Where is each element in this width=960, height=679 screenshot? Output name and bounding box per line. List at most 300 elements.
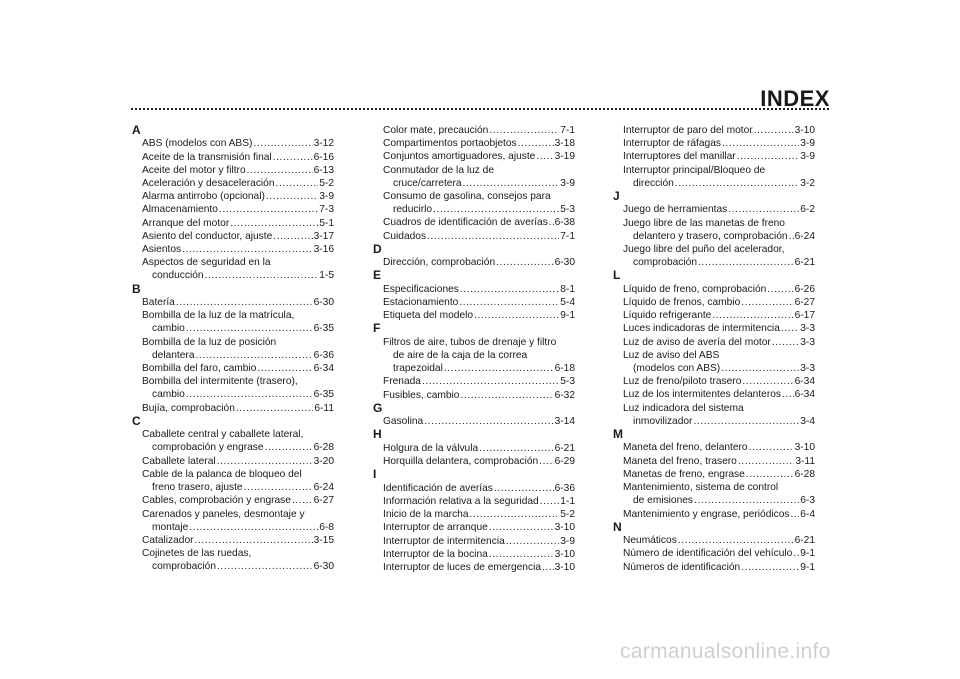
dot-leader bbox=[721, 362, 799, 375]
index-column-1 bbox=[132, 124, 334, 574]
index-entry[interactable] bbox=[132, 309, 334, 335]
page-number[interactable]: 6-34 bbox=[313, 363, 334, 375]
page-number[interactable]: 6-26 bbox=[794, 283, 815, 295]
page-number[interactable]: 5-2 bbox=[560, 509, 575, 521]
index-entry[interactable] bbox=[132, 217, 334, 230]
index-entry[interactable] bbox=[132, 177, 334, 190]
entry-text: Neumáticos bbox=[623, 535, 677, 547]
page-number[interactable]: 5-2 bbox=[319, 178, 334, 190]
dot-leader bbox=[460, 283, 559, 296]
dot-leader bbox=[489, 124, 559, 137]
dot-leader bbox=[518, 137, 554, 150]
entry-text: Luz indicadora del sistema bbox=[623, 402, 744, 414]
index-entry[interactable] bbox=[132, 362, 334, 375]
page-number[interactable]: 3-9 bbox=[560, 535, 575, 547]
index-entry[interactable] bbox=[613, 283, 815, 296]
entry-text: Conmutador de la luz de bbox=[383, 164, 494, 176]
page-number[interactable]: 6-35 bbox=[313, 389, 334, 401]
entry-text: Bombilla del intermitente (trasero), bbox=[142, 376, 298, 388]
dot-leader bbox=[273, 230, 312, 243]
entry-text: freno trasero, ajuste bbox=[152, 482, 243, 494]
index-entry[interactable] bbox=[373, 455, 575, 468]
page-number[interactable]: 5-4 bbox=[560, 297, 575, 309]
index-column-2 bbox=[373, 124, 575, 574]
entry-text: Luz de los intermitentes delanteros bbox=[623, 389, 781, 401]
index-entry[interactable] bbox=[613, 375, 815, 388]
page-number[interactable]: 3-12 bbox=[313, 138, 334, 150]
index-entry[interactable] bbox=[132, 494, 334, 507]
dot-leader bbox=[265, 441, 313, 454]
dot-leader bbox=[489, 521, 554, 534]
page-number[interactable]: 3-3 bbox=[800, 323, 815, 335]
page-number[interactable]: 5-3 bbox=[560, 204, 575, 216]
index-entry[interactable] bbox=[613, 124, 815, 137]
dot-leader bbox=[694, 494, 799, 507]
entry-text: Aspectos de seguridad en la bbox=[142, 257, 271, 269]
dot-leader bbox=[675, 177, 799, 190]
dot-leader bbox=[230, 217, 318, 230]
dot-leader bbox=[793, 547, 799, 560]
entry-text: Líquido de freno, comprobación bbox=[623, 283, 767, 295]
page-number[interactable]: 6-27 bbox=[794, 297, 815, 309]
entry-text: delantera bbox=[152, 349, 195, 361]
index-entry[interactable] bbox=[132, 296, 334, 309]
section-letter: G bbox=[373, 400, 383, 415]
dot-leader bbox=[746, 468, 794, 481]
entry-text: comprobación bbox=[633, 257, 697, 269]
entry-text: Dirección, comprobación bbox=[383, 257, 496, 269]
entry-text: delantero y trasero, comprobación bbox=[633, 230, 788, 242]
index-entry[interactable] bbox=[613, 322, 815, 335]
page-number[interactable]: 6-29 bbox=[554, 456, 575, 468]
dot-leader bbox=[219, 203, 318, 216]
page-number[interactable]: 6-36 bbox=[554, 482, 575, 494]
dot-leader bbox=[176, 296, 313, 309]
entry-text: Interruptor de ráfagas bbox=[623, 138, 721, 150]
index-entry[interactable] bbox=[373, 442, 575, 455]
index-entry[interactable] bbox=[613, 402, 815, 428]
index-entry[interactable] bbox=[613, 336, 815, 349]
dot-leader bbox=[722, 137, 799, 150]
index-entry[interactable] bbox=[132, 468, 334, 494]
dot-leader bbox=[536, 150, 553, 163]
entry-text: Interruptor de paro del motor bbox=[623, 125, 753, 136]
dot-leader bbox=[767, 283, 793, 296]
dot-leader bbox=[549, 216, 554, 229]
dot-leader bbox=[459, 296, 559, 309]
entry-text: cambio bbox=[152, 389, 185, 401]
page-number[interactable]: 3-16 bbox=[313, 244, 334, 256]
entry-text: reducirlo bbox=[393, 204, 433, 216]
dot-leader bbox=[427, 230, 559, 243]
dot-leader bbox=[470, 508, 560, 521]
page-number[interactable]: 3-11 bbox=[795, 455, 815, 467]
entry-text: Gasolina bbox=[383, 416, 424, 428]
page-number[interactable]: 8-1 bbox=[560, 283, 575, 295]
index-entry[interactable] bbox=[132, 230, 334, 243]
entry-text: comprobación y engrase bbox=[152, 442, 264, 454]
dot-leader bbox=[698, 256, 794, 269]
index-entry[interactable] bbox=[373, 190, 575, 216]
page-number[interactable]: 3-10 bbox=[794, 125, 815, 136]
dot-leader bbox=[433, 203, 559, 216]
index-entry[interactable] bbox=[613, 508, 815, 521]
index-entry[interactable] bbox=[373, 389, 575, 402]
entry-text: Cuidados bbox=[383, 230, 427, 242]
index-entry[interactable] bbox=[132, 256, 334, 282]
entry-text: Asientos bbox=[142, 244, 182, 256]
entry-text: Número de identificación del vehículo bbox=[623, 548, 793, 560]
dot-leader bbox=[693, 415, 799, 428]
dot-leader bbox=[266, 190, 318, 203]
entry-text: Interruptores del manillar bbox=[623, 151, 736, 163]
index-entry[interactable] bbox=[373, 283, 575, 296]
dot-leader bbox=[189, 521, 318, 534]
dot-leader bbox=[506, 535, 560, 548]
entry-text: Bombilla de la luz de posición bbox=[142, 336, 277, 348]
entry-text: Aceleración y desaceleración bbox=[142, 178, 275, 190]
page-number[interactable]: 3-3 bbox=[800, 363, 815, 375]
entry-text: Cuadros de identificación de averías bbox=[383, 217, 548, 229]
index-entry[interactable] bbox=[132, 336, 334, 362]
page-number[interactable]: 3-20 bbox=[313, 455, 334, 467]
dot-leader bbox=[741, 296, 793, 309]
entry-text: conducción bbox=[152, 270, 204, 282]
entry-text: Interruptor de la bocina bbox=[383, 548, 488, 560]
page-number[interactable]: 6-16 bbox=[313, 151, 334, 163]
index-entry[interactable] bbox=[373, 150, 575, 163]
index-entry[interactable] bbox=[373, 124, 575, 137]
index-column-3 bbox=[613, 124, 815, 574]
entry-text: Números de identificación bbox=[623, 561, 741, 573]
dot-leader bbox=[257, 362, 312, 375]
dot-leader bbox=[791, 508, 800, 521]
index-entry[interactable] bbox=[132, 151, 334, 164]
page-number[interactable]: 6-32 bbox=[554, 389, 575, 401]
entry-text: Mantenimiento, sistema de control bbox=[623, 482, 779, 494]
entry-text: (modelos con ABS) bbox=[633, 363, 721, 375]
section-letter: E bbox=[373, 268, 382, 283]
index-entry[interactable] bbox=[373, 415, 575, 428]
page-number[interactable]: 3-10 bbox=[554, 522, 575, 534]
dot-leader bbox=[489, 548, 554, 561]
dot-leader bbox=[712, 309, 793, 322]
entry-text: Información relativa a la seguridad bbox=[383, 495, 539, 507]
entry-text: Bombilla de la luz de la matrícula, bbox=[142, 310, 295, 322]
entry-text: Filtros de aire, tubos de drenaje y filtro bbox=[383, 336, 557, 348]
index-entry[interactable] bbox=[132, 190, 334, 203]
entry-text: Luz de aviso de avería del motor bbox=[623, 336, 771, 348]
page-number[interactable]: 5-1 bbox=[319, 217, 334, 229]
page-number[interactable]: 6-24 bbox=[794, 230, 815, 242]
watermark: carmanualsonline.info bbox=[620, 640, 831, 663]
index-entry[interactable] bbox=[373, 230, 575, 243]
page-number[interactable]: 6-13 bbox=[313, 164, 334, 176]
dot-leader bbox=[539, 455, 553, 468]
dot-leader bbox=[540, 495, 560, 508]
dot-leader bbox=[422, 375, 559, 388]
index-entry[interactable] bbox=[132, 402, 334, 415]
entry-text: de aire de la caja de la correa bbox=[393, 350, 528, 362]
index-entry[interactable] bbox=[613, 561, 815, 574]
page-number[interactable]: 9-1 bbox=[800, 561, 815, 573]
entry-text: Compartimentos portaobjetos bbox=[383, 138, 517, 150]
entry-text: Juego libre de las manetas de freno bbox=[623, 217, 785, 229]
entry-text: Almacenamiento bbox=[142, 204, 218, 216]
page-number[interactable]: 9-1 bbox=[800, 548, 815, 560]
dot-leader bbox=[754, 124, 794, 137]
dot-leader bbox=[789, 230, 794, 243]
page-number[interactable]: 3-9 bbox=[800, 151, 815, 163]
index-entry[interactable] bbox=[373, 137, 575, 150]
entry-text: ABS (modelos con ABS) bbox=[142, 138, 253, 150]
page-number[interactable]: 6-24 bbox=[313, 482, 334, 494]
page-number[interactable]: 6-8 bbox=[319, 521, 334, 533]
index-entry[interactable] bbox=[373, 535, 575, 548]
index-entry[interactable] bbox=[613, 468, 815, 481]
index-entry[interactable] bbox=[613, 243, 815, 269]
page-number[interactable]: 6-30 bbox=[313, 561, 334, 573]
page-number[interactable]: 6-17 bbox=[794, 310, 815, 322]
page-number[interactable]: 6-36 bbox=[313, 349, 334, 361]
page-number[interactable]: 3-19 bbox=[554, 151, 575, 163]
page-number[interactable]: 9-1 bbox=[560, 310, 575, 322]
entry-text: Estacionamiento bbox=[383, 297, 459, 309]
section-letter: D bbox=[373, 241, 382, 256]
page-number[interactable]: 6-27 bbox=[313, 495, 334, 507]
page-number[interactable]: 6-28 bbox=[794, 468, 815, 480]
index-entry[interactable] bbox=[613, 296, 815, 309]
dot-leader bbox=[737, 150, 800, 163]
entry-text: Frenada bbox=[383, 376, 421, 388]
index-entry[interactable] bbox=[613, 481, 815, 507]
page-number[interactable]: 5-3 bbox=[560, 376, 575, 388]
dot-leader bbox=[749, 441, 794, 454]
index-entry[interactable] bbox=[613, 137, 815, 150]
section-letter: M bbox=[613, 427, 623, 442]
entry-text: Maneta del freno, trasero bbox=[623, 455, 737, 467]
page-number[interactable]: 3-18 bbox=[554, 138, 575, 150]
entry-text: comprobación bbox=[152, 561, 216, 573]
header-rule bbox=[131, 108, 829, 110]
dot-leader bbox=[195, 349, 312, 362]
entry-text: dirección bbox=[633, 177, 674, 189]
page-number[interactable]: 6-3 bbox=[800, 495, 815, 507]
page-number[interactable]: 3-3 bbox=[800, 336, 815, 348]
page-number[interactable]: 3-14 bbox=[554, 416, 575, 428]
section-letter: C bbox=[132, 413, 141, 428]
index-entry[interactable] bbox=[613, 349, 815, 375]
index-entry[interactable] bbox=[613, 455, 815, 468]
entry-text: Líquido refrigerante bbox=[623, 310, 712, 322]
entry-text: Interruptor de arranque bbox=[383, 522, 488, 534]
page-number[interactable]: 6-21 bbox=[554, 442, 575, 454]
index-entry[interactable] bbox=[613, 203, 815, 216]
index-entry[interactable] bbox=[132, 455, 334, 468]
index-entry[interactable] bbox=[132, 428, 334, 454]
dot-leader bbox=[742, 375, 793, 388]
dot-leader bbox=[195, 534, 313, 547]
page-number[interactable]: 6-28 bbox=[313, 442, 334, 454]
index-entry[interactable] bbox=[373, 336, 575, 376]
dot-leader bbox=[186, 388, 313, 401]
page-number[interactable]: 6-34 bbox=[794, 389, 815, 401]
page-number[interactable]: 3-10 bbox=[554, 548, 575, 560]
dot-leader bbox=[182, 243, 313, 256]
index-entry[interactable] bbox=[373, 482, 575, 495]
page-number[interactable]: 7-3 bbox=[319, 204, 334, 216]
dot-leader bbox=[424, 415, 553, 428]
page-number[interactable]: 3-10 bbox=[794, 442, 815, 454]
dot-leader bbox=[494, 482, 554, 495]
index-entry[interactable] bbox=[373, 309, 575, 322]
dot-leader bbox=[474, 309, 559, 322]
page-number[interactable]: 6-30 bbox=[554, 257, 575, 269]
entry-text: cambio bbox=[152, 323, 185, 335]
index-entry[interactable] bbox=[373, 164, 575, 190]
entry-text: trapezoidal bbox=[393, 363, 443, 375]
page-number[interactable]: 3-9 bbox=[560, 177, 575, 189]
index-entry[interactable] bbox=[132, 137, 334, 150]
index-entry[interactable] bbox=[373, 548, 575, 561]
index-entry[interactable] bbox=[132, 534, 334, 547]
dot-leader bbox=[444, 362, 554, 375]
index-entry[interactable] bbox=[373, 508, 575, 521]
entry-text: Maneta del freno, delantero bbox=[623, 442, 748, 454]
dot-leader bbox=[542, 561, 554, 574]
entry-text: Arranque del motor bbox=[142, 217, 230, 229]
section-letter: J bbox=[613, 189, 620, 204]
page-number[interactable]: 6-2 bbox=[800, 204, 815, 216]
entry-text: Horquilla delantera, comprobación bbox=[383, 456, 539, 468]
entry-text: montaje bbox=[152, 521, 189, 533]
entry-text: Alarma antirrobo (opcional) bbox=[142, 191, 265, 203]
page-number[interactable]: 6-34 bbox=[794, 376, 815, 388]
dot-leader bbox=[772, 336, 799, 349]
dot-leader bbox=[217, 560, 313, 573]
section-letter: I bbox=[373, 467, 377, 482]
dot-leader bbox=[460, 389, 553, 402]
index-entry[interactable] bbox=[132, 375, 334, 401]
index-entry[interactable] bbox=[613, 217, 815, 243]
index-entry[interactable] bbox=[373, 216, 575, 229]
index-entry[interactable] bbox=[132, 547, 334, 573]
entry-text: Caballete lateral bbox=[142, 455, 216, 467]
index-entry[interactable] bbox=[613, 388, 815, 401]
index-entry[interactable] bbox=[613, 150, 815, 163]
page-number[interactable]: 1-5 bbox=[319, 270, 334, 282]
index-entry[interactable] bbox=[132, 203, 334, 216]
index-entry[interactable] bbox=[613, 534, 815, 547]
page-number[interactable]: 3-10 bbox=[554, 561, 575, 573]
entry-text: Etiqueta del modelo bbox=[383, 310, 474, 322]
entry-text: cruce/carretera bbox=[393, 177, 462, 189]
entry-text: Identificación de averías bbox=[383, 482, 493, 494]
page-number[interactable]: 7-1 bbox=[560, 230, 575, 242]
entry-text: Luz de freno/piloto trasero bbox=[623, 376, 742, 388]
entry-text: Líquido de frenos, cambio bbox=[623, 297, 741, 309]
entry-text: Manetas de freno, engrase bbox=[623, 468, 745, 480]
page-number[interactable]: 3-17 bbox=[313, 230, 334, 242]
entry-text: de emisiones bbox=[633, 495, 694, 507]
entry-text: Conjuntos amortiguadores, ajuste bbox=[383, 151, 536, 163]
entry-text: Especificaciones bbox=[383, 283, 459, 295]
index-entry[interactable] bbox=[613, 441, 815, 454]
page-number[interactable]: 6-21 bbox=[794, 535, 815, 547]
index-entry[interactable] bbox=[613, 309, 815, 322]
entry-text: Interruptor de intermitencia bbox=[383, 535, 505, 547]
index-entry[interactable] bbox=[373, 256, 575, 269]
entry-text: Cojinetes de las ruedas, bbox=[142, 548, 252, 560]
page-number[interactable]: 6-30 bbox=[313, 297, 334, 309]
index-entry[interactable] bbox=[132, 164, 334, 177]
index-entry[interactable] bbox=[613, 164, 815, 190]
section-letter: H bbox=[373, 427, 382, 442]
page-number[interactable]: 6-18 bbox=[554, 363, 575, 375]
page-number[interactable]: 6-11 bbox=[314, 402, 334, 414]
entry-text: Holgura de la válvula bbox=[383, 442, 479, 454]
page-number[interactable]: 7-1 bbox=[560, 125, 575, 136]
index-entry[interactable] bbox=[613, 547, 815, 560]
section-letter: N bbox=[613, 519, 622, 534]
page-number[interactable]: 3-4 bbox=[800, 415, 815, 427]
dot-leader bbox=[678, 534, 794, 547]
entry-text: Mantenimiento y engrase, periódicos bbox=[623, 508, 790, 520]
entry-text: Carenados y paneles, desmontaje y bbox=[142, 508, 305, 520]
page-number[interactable]: 6-35 bbox=[313, 323, 334, 335]
dot-leader bbox=[247, 164, 313, 177]
entry-text: Juego de herramientas bbox=[623, 204, 728, 216]
index-entry[interactable] bbox=[373, 375, 575, 388]
page-number[interactable]: 3-9 bbox=[800, 138, 815, 150]
dot-leader bbox=[253, 137, 312, 150]
dot-leader bbox=[292, 494, 313, 507]
entry-text: Caballete central y caballete lateral, bbox=[142, 429, 304, 441]
dot-leader bbox=[186, 322, 313, 335]
index-entry[interactable] bbox=[373, 521, 575, 534]
page-number[interactable]: 1-1 bbox=[560, 495, 575, 507]
page-title: INDEX bbox=[760, 86, 830, 111]
page-number[interactable]: 6-21 bbox=[794, 257, 815, 269]
entry-text: Bujía, comprobación bbox=[142, 402, 235, 414]
entry-text: Batería bbox=[142, 297, 175, 309]
entry-text: Aceite de la transmisión final bbox=[142, 151, 272, 163]
index-entry[interactable] bbox=[132, 508, 334, 534]
page-number[interactable]: 6-38 bbox=[554, 217, 575, 229]
entry-text: Aceite del motor y filtro bbox=[142, 164, 246, 176]
index-entry[interactable] bbox=[373, 495, 575, 508]
index-entry[interactable] bbox=[373, 561, 575, 574]
entry-text: Consumo de gasolina, consejos para bbox=[383, 191, 551, 203]
index-entry[interactable] bbox=[373, 296, 575, 309]
entry-text: Luz de aviso del ABS bbox=[623, 349, 720, 361]
page-number[interactable]: 3-2 bbox=[800, 177, 815, 189]
index-entry[interactable] bbox=[132, 243, 334, 256]
section-letter: B bbox=[132, 281, 141, 296]
dot-leader bbox=[463, 177, 560, 190]
entry-text: Luces indicadoras de intermitencia bbox=[623, 323, 780, 335]
dot-leader bbox=[496, 256, 553, 269]
dot-leader bbox=[276, 177, 319, 190]
page-number[interactable]: 3-9 bbox=[319, 191, 334, 203]
page-number[interactable]: 3-15 bbox=[313, 534, 334, 546]
dot-leader bbox=[205, 269, 319, 282]
dot-leader bbox=[782, 388, 794, 401]
section-letter: F bbox=[373, 321, 381, 336]
entry-text: Juego libre del puño del acelerador, bbox=[623, 244, 785, 256]
dot-leader bbox=[781, 322, 799, 335]
page-number[interactable]: 6-4 bbox=[800, 508, 815, 520]
